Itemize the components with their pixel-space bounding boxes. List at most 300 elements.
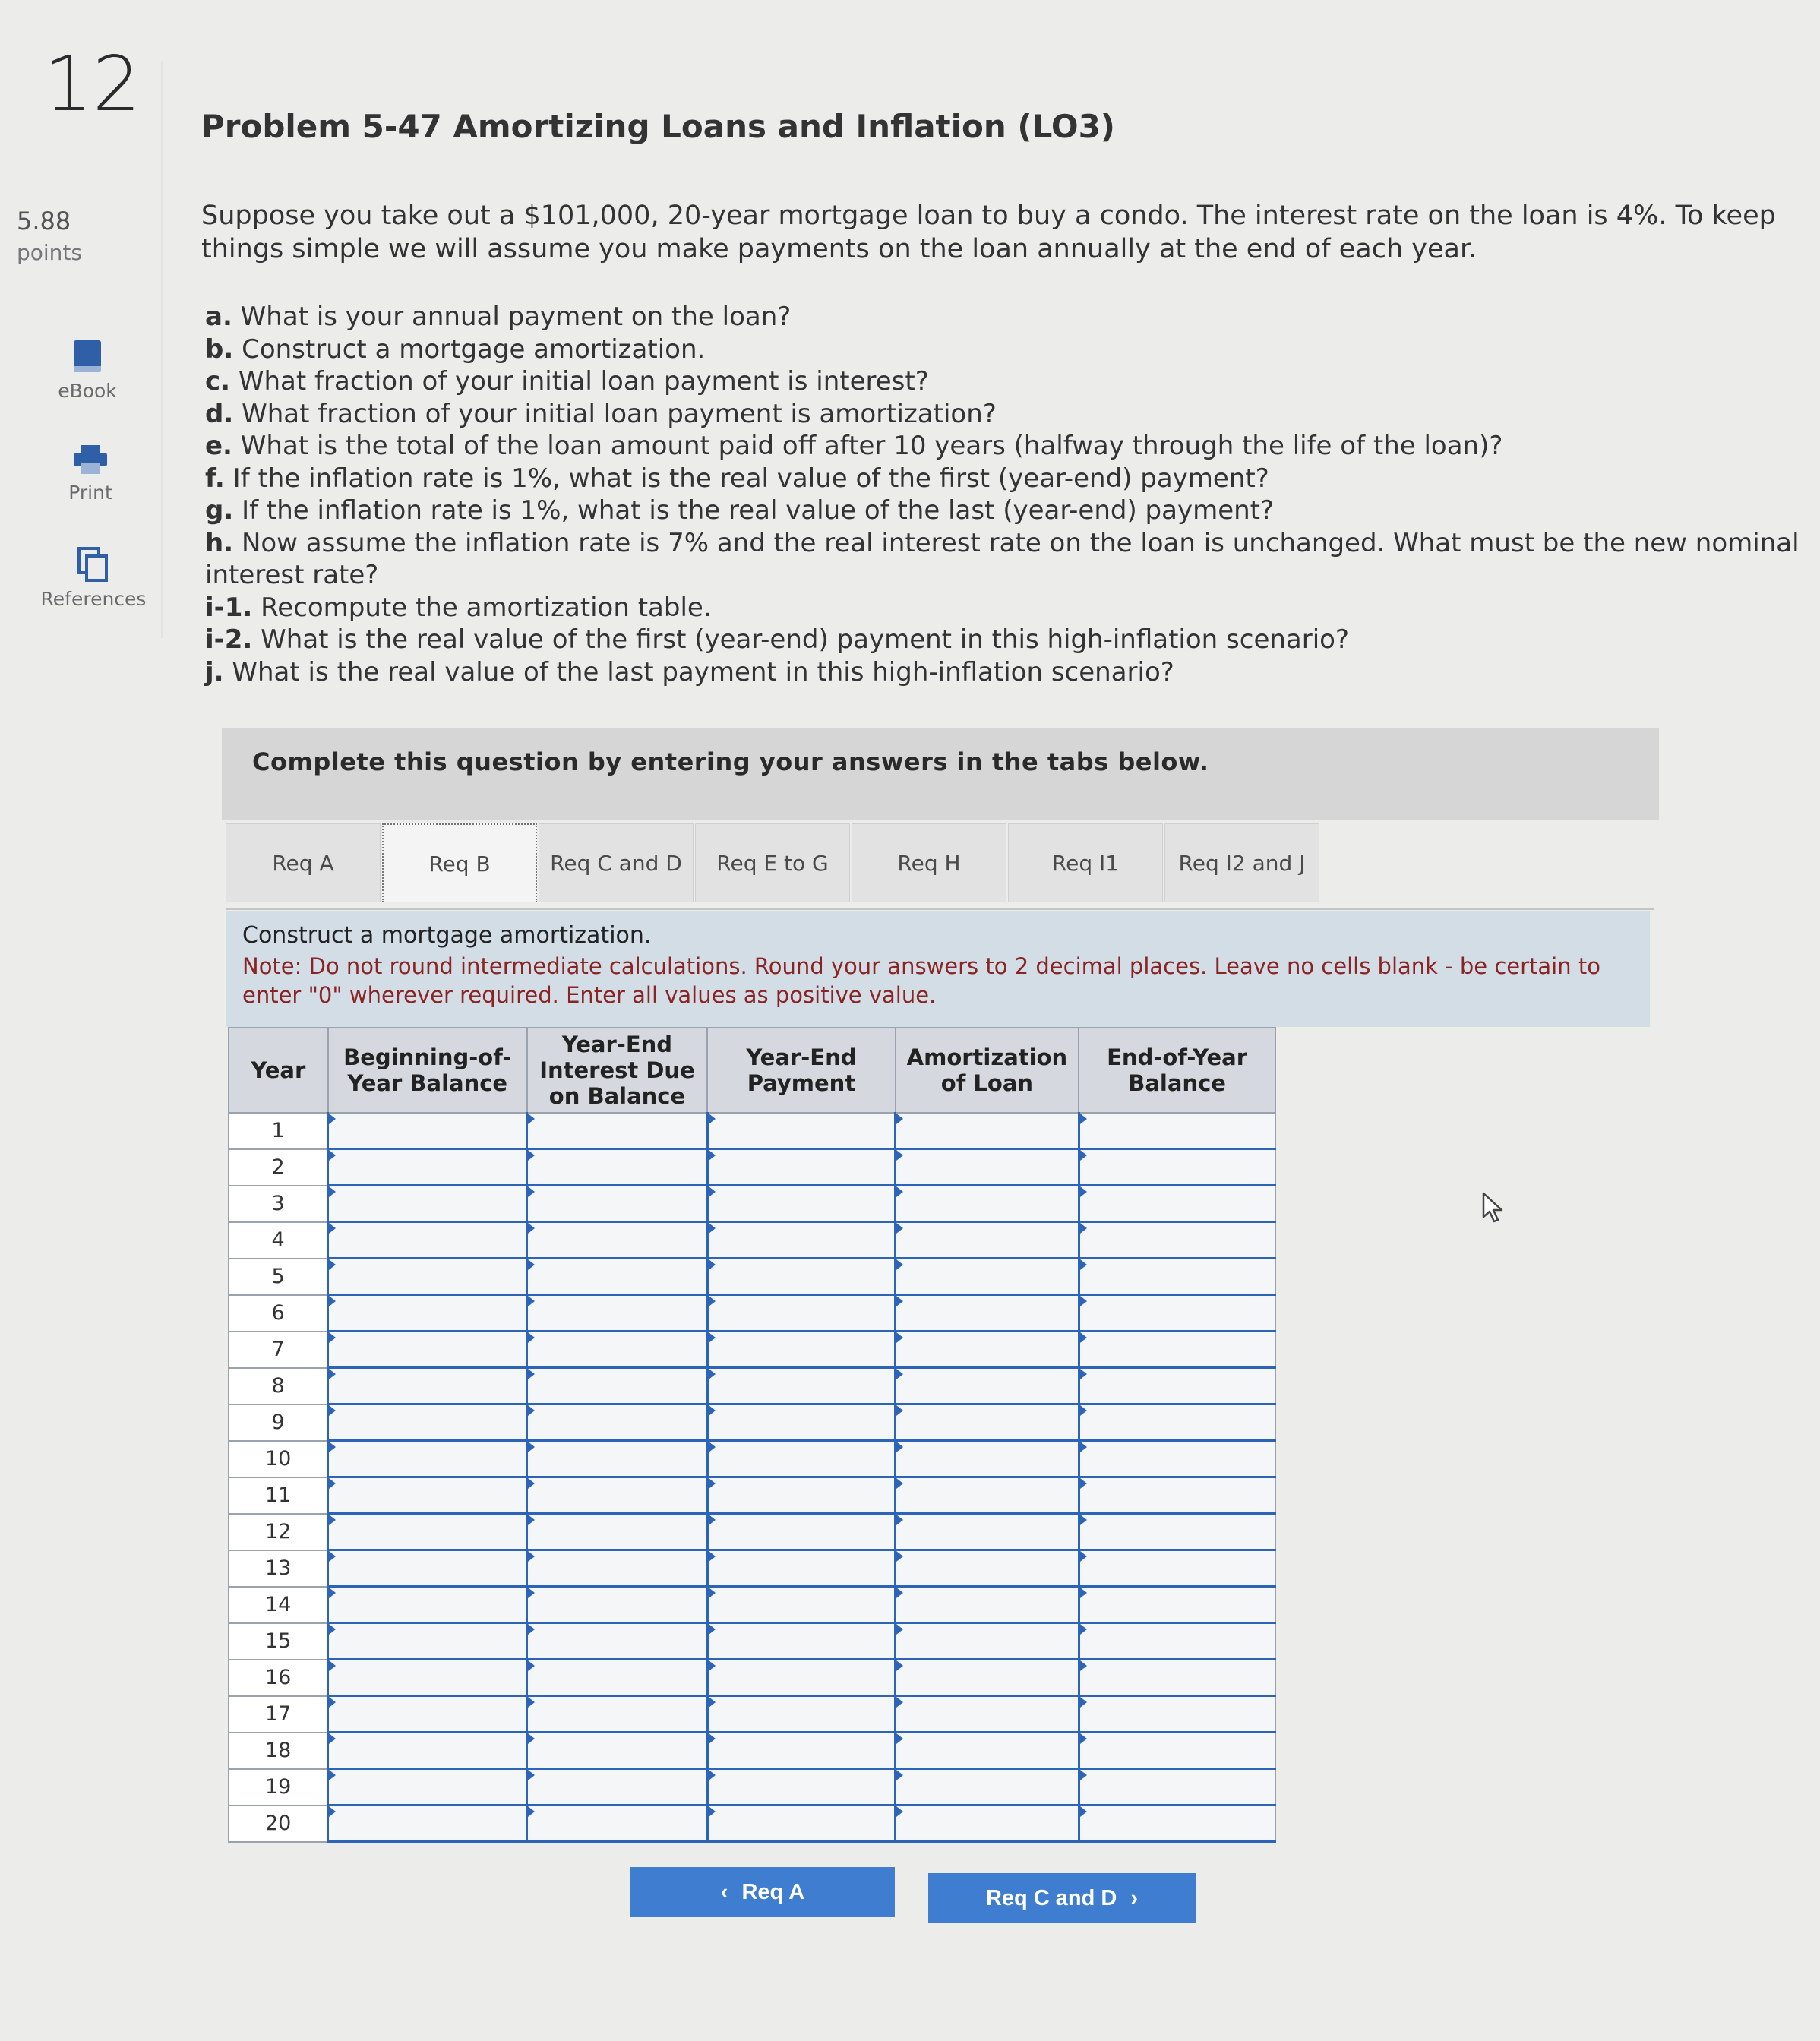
requirement-text: What fraction of your initial loan payment is amortization? — [242, 398, 997, 429]
end-balance-input[interactable] — [1080, 1478, 1275, 1512]
beginning-balance-input[interactable] — [329, 1624, 526, 1658]
interest-due-input[interactable] — [528, 1369, 706, 1403]
end-balance-cell — [1079, 1113, 1275, 1149]
requirement-text: Recompute the amortization table. — [261, 592, 712, 623]
beginning-balance-cell — [328, 1769, 527, 1806]
interest-due-input[interactable] — [528, 1332, 706, 1366]
interest-due-input[interactable] — [528, 1150, 706, 1184]
end-balance-cell — [1079, 1295, 1275, 1332]
copy-icon — [77, 547, 109, 582]
tab-req-i2-and-j[interactable]: Req I2 and J — [1164, 823, 1319, 902]
interest-due-cell — [527, 1332, 707, 1368]
beginning-balance-cell — [328, 1806, 527, 1842]
interest-due-cell — [527, 1441, 707, 1477]
end-balance-input[interactable] — [1080, 1259, 1275, 1294]
payment-cell — [707, 1259, 895, 1295]
interest-due-input[interactable] — [528, 1259, 706, 1294]
beginning-balance-input[interactable] — [329, 1223, 526, 1257]
beginning-balance-input[interactable] — [329, 1551, 526, 1585]
table-row — [229, 1149, 1275, 1186]
problem-intro: Suppose you take out a $101,000, 20-year mortgage loan to buy a condo. The interest rate on the loan is 4%. To keep things simple we will assume you make payments on the loan annually at the end of each year. — [201, 201, 1776, 264]
end-balance-input[interactable] — [1080, 1186, 1275, 1221]
amortization-cell — [896, 1623, 1079, 1660]
amortization-input[interactable] — [896, 1296, 1078, 1330]
question-number: 12 — [44, 39, 141, 128]
payment-input[interactable] — [709, 1186, 894, 1221]
interest-due-input[interactable] — [528, 1405, 706, 1439]
year-cell: 20 — [229, 1806, 328, 1842]
payment-input[interactable] — [709, 1296, 894, 1330]
end-balance-input[interactable] — [1080, 1369, 1275, 1403]
interest-due-input[interactable] — [528, 1733, 706, 1768]
payment-cell — [707, 1222, 895, 1259]
year-cell: 2 — [229, 1149, 328, 1186]
interest-due-cell — [527, 1259, 707, 1295]
beginning-balance-input[interactable] — [329, 1259, 526, 1294]
requirement-item — [205, 463, 1808, 495]
year-cell: 4 — [229, 1222, 328, 1259]
amortization-input[interactable] — [896, 1515, 1078, 1549]
requirement-text: What is the real value of the first (year-end) payment in this high-inflation scenario? — [261, 624, 1350, 655]
requirement-tabs — [226, 823, 1321, 905]
sidebar-divider — [161, 61, 163, 638]
amortization-cell — [896, 1404, 1079, 1441]
interest-due-cell — [527, 1587, 707, 1623]
requirement-key: i-2. — [205, 624, 253, 655]
instructions-note: Note: Do not round intermediate calculations. Round your answers to 2 decimal places. Leave no cells blank - be certain to enter "0" wherever required. Enter all values as positive value. — [242, 953, 1600, 1008]
table-row — [229, 1733, 1275, 1769]
amortization-cell — [896, 1332, 1079, 1368]
payment-cell — [707, 1149, 895, 1186]
amortization-input[interactable] — [896, 1405, 1078, 1439]
payment-cell — [707, 1404, 895, 1441]
beginning-balance-cell — [328, 1733, 527, 1769]
requirement-item — [205, 527, 1808, 592]
payment-input[interactable] — [709, 1697, 894, 1731]
payment-input[interactable] — [709, 1259, 894, 1294]
header-interest-due: Year-End Interest Due on Balance — [527, 1028, 707, 1113]
beginning-balance-input[interactable] — [329, 1806, 526, 1840]
amortization-input[interactable] — [896, 1478, 1078, 1512]
interest-due-cell — [527, 1149, 707, 1186]
header-payment: Year-End Payment — [707, 1028, 895, 1113]
table-row — [229, 1332, 1275, 1368]
requirement-key: j. — [205, 656, 224, 687]
end-balance-input[interactable] — [1080, 1624, 1275, 1658]
table-row — [229, 1368, 1275, 1404]
table-row — [229, 1404, 1275, 1441]
printer-icon — [72, 444, 109, 475]
payment-cell — [707, 1113, 895, 1149]
requirement-key: h. — [205, 527, 234, 558]
amortization-input[interactable] — [896, 1551, 1078, 1585]
amortization-cell — [896, 1295, 1079, 1332]
payment-cell — [707, 1806, 895, 1842]
next-req-label: Req C and D — [985, 1885, 1117, 1910]
interest-due-input[interactable] — [528, 1515, 706, 1549]
table-header-row — [229, 1028, 1275, 1113]
table-row — [229, 1587, 1275, 1623]
beginning-balance-cell — [328, 1587, 527, 1623]
payment-cell — [707, 1295, 895, 1332]
requirement-key: c. — [205, 366, 231, 397]
year-cell: 3 — [229, 1186, 328, 1222]
amortization-input[interactable] — [896, 1150, 1078, 1184]
interest-due-input[interactable] — [528, 1114, 706, 1148]
requirement-item — [205, 333, 1808, 366]
payment-cell — [707, 1623, 895, 1660]
year-cell: 1 — [229, 1113, 328, 1149]
table-row — [229, 1660, 1275, 1696]
beginning-balance-cell — [328, 1696, 527, 1733]
interest-due-input[interactable] — [528, 1551, 706, 1585]
end-balance-cell — [1079, 1222, 1275, 1259]
requirement-item — [205, 430, 1808, 463]
end-balance-cell — [1079, 1660, 1275, 1696]
ebook-button[interactable] — [23, 339, 152, 402]
beginning-balance-input[interactable] — [329, 1114, 526, 1148]
end-balance-cell — [1079, 1769, 1275, 1806]
end-balance-input[interactable] — [1080, 1733, 1275, 1768]
payment-cell — [707, 1587, 895, 1623]
interest-due-input[interactable] — [528, 1770, 706, 1804]
beginning-balance-input[interactable] — [329, 1515, 526, 1549]
amortization-input[interactable] — [896, 1733, 1078, 1768]
requirements-list — [205, 301, 1808, 688]
requirement-item — [205, 301, 1808, 333]
payment-input[interactable] — [709, 1806, 894, 1840]
interest-due-cell — [527, 1404, 707, 1441]
requirement-text: If the inflation rate is 1%, what is the real value of the last (year-end) payment? — [242, 495, 1275, 526]
requirement-text: What is your annual payment on the loan? — [240, 302, 792, 332]
beginning-balance-cell — [328, 1149, 527, 1186]
year-cell: 15 — [229, 1623, 328, 1660]
amortization-cell — [896, 1660, 1079, 1696]
table-row — [229, 1186, 1275, 1222]
payment-cell — [707, 1660, 895, 1696]
tab-req-b[interactable]: Req B — [382, 823, 537, 902]
end-balance-input[interactable] — [1080, 1150, 1275, 1184]
end-balance-cell — [1079, 1368, 1275, 1404]
beginning-balance-input[interactable] — [329, 1296, 526, 1330]
payment-input[interactable] — [709, 1442, 894, 1476]
payment-input[interactable] — [709, 1733, 894, 1768]
amortization-input[interactable] — [896, 1588, 1078, 1622]
end-balance-input[interactable] — [1080, 1660, 1275, 1695]
interest-due-input[interactable] — [528, 1296, 706, 1330]
interest-due-input[interactable] — [528, 1588, 706, 1622]
interest-due-input[interactable] — [528, 1624, 706, 1658]
interest-due-cell — [527, 1660, 707, 1696]
requirement-text: What is the real value of the last payment in this high-inflation scenario? — [232, 656, 1174, 687]
table-row — [229, 1441, 1275, 1477]
interest-due-input[interactable] — [528, 1806, 706, 1840]
amortization-input[interactable] — [896, 1259, 1078, 1294]
beginning-balance-input[interactable] — [329, 1697, 526, 1731]
end-balance-cell — [1079, 1587, 1275, 1623]
complete-banner — [222, 728, 1659, 820]
points-label: points — [17, 240, 82, 265]
beginning-balance-cell — [328, 1295, 527, 1332]
payment-input[interactable] — [709, 1405, 894, 1439]
beginning-balance-cell — [328, 1623, 527, 1660]
tab-req-h[interactable]: Req H — [852, 823, 1006, 902]
requirement-item — [205, 656, 1808, 689]
requirement-key: b. — [205, 333, 234, 365]
table-row — [229, 1550, 1275, 1587]
end-balance-cell — [1079, 1259, 1275, 1295]
year-cell: 5 — [229, 1259, 328, 1295]
beginning-balance-input[interactable] — [329, 1733, 526, 1768]
table-row — [229, 1295, 1275, 1332]
payment-input[interactable] — [709, 1114, 894, 1148]
amortization-table — [228, 1027, 1276, 1843]
tab-req-a[interactable]: Req A — [226, 823, 381, 902]
points-value: 5.88 — [17, 207, 71, 235]
chevron-right-icon: › — [1130, 1885, 1139, 1910]
payment-cell — [707, 1368, 895, 1404]
requirement-key: a. — [205, 302, 232, 332]
beginning-balance-input[interactable] — [329, 1332, 526, 1366]
header-end-balance: End-of-Year Balance — [1079, 1028, 1275, 1113]
beginning-balance-cell — [328, 1332, 527, 1368]
beginning-balance-cell — [328, 1477, 527, 1514]
beginning-balance-input[interactable] — [329, 1588, 526, 1622]
year-cell: 17 — [229, 1696, 328, 1733]
table-row — [229, 1514, 1275, 1550]
year-cell: 13 — [229, 1550, 328, 1587]
year-cell: 18 — [229, 1733, 328, 1769]
payment-cell — [707, 1696, 895, 1733]
beginning-balance-cell — [328, 1404, 527, 1441]
end-balance-cell — [1079, 1733, 1275, 1769]
instructions-panel — [226, 911, 1650, 1027]
amortization-table-body — [229, 1113, 1275, 1842]
payment-input[interactable] — [709, 1369, 894, 1403]
end-balance-input[interactable] — [1080, 1223, 1275, 1257]
beginning-balance-input[interactable] — [329, 1150, 526, 1184]
payment-input[interactable] — [709, 1588, 894, 1622]
payment-input[interactable] — [709, 1332, 894, 1366]
tab-req-c-and-d[interactable]: Req C and D — [539, 823, 694, 902]
payment-cell — [707, 1441, 895, 1477]
end-balance-input[interactable] — [1080, 1770, 1275, 1804]
beginning-balance-cell — [328, 1186, 527, 1222]
amortization-input[interactable] — [896, 1114, 1078, 1148]
amortization-cell — [896, 1696, 1079, 1733]
amortization-cell — [896, 1113, 1079, 1149]
end-balance-input[interactable] — [1080, 1806, 1275, 1840]
chevron-left-icon: ‹ — [720, 1879, 728, 1904]
payment-input[interactable] — [709, 1478, 894, 1512]
end-balance-input[interactable] — [1080, 1296, 1275, 1330]
payment-input[interactable] — [709, 1515, 894, 1549]
amortization-cell — [896, 1477, 1079, 1514]
payment-input[interactable] — [709, 1223, 894, 1257]
amortization-input[interactable] — [896, 1186, 1078, 1221]
end-balance-cell — [1079, 1550, 1275, 1587]
interest-due-input[interactable] — [528, 1697, 706, 1731]
interest-due-input[interactable] — [528, 1442, 706, 1476]
amortization-input[interactable] — [896, 1332, 1078, 1366]
end-balance-cell — [1079, 1477, 1275, 1514]
year-cell: 11 — [229, 1477, 328, 1514]
amortization-cell — [896, 1514, 1079, 1550]
amortization-input[interactable] — [896, 1660, 1078, 1695]
problem-title: Problem 5-47 Amortizing Loans and Inflation (LO3) — [201, 108, 1115, 145]
prev-req-button[interactable] — [630, 1867, 895, 1917]
amortization-cell — [896, 1186, 1079, 1222]
end-balance-cell — [1079, 1149, 1275, 1186]
payment-input[interactable] — [709, 1770, 894, 1804]
end-balance-cell — [1079, 1332, 1275, 1368]
requirement-item — [205, 624, 1808, 656]
interest-due-input[interactable] — [528, 1478, 706, 1512]
beginning-balance-cell — [328, 1441, 527, 1477]
payment-input[interactable] — [709, 1150, 894, 1184]
interest-due-cell — [527, 1806, 707, 1842]
print-label: Print — [68, 482, 112, 504]
interest-due-cell — [527, 1222, 707, 1259]
beginning-balance-cell — [328, 1113, 527, 1149]
beginning-balance-cell — [328, 1259, 527, 1295]
interest-due-cell — [527, 1295, 707, 1332]
beginning-balance-cell — [328, 1222, 527, 1259]
tab-req-e-to-g[interactable]: Req E to G — [695, 823, 850, 902]
prev-req-label: Req A — [741, 1879, 805, 1904]
requirement-text: If the inflation rate is 1%, what is the real value of the first (year-end) payment? — [232, 463, 1269, 494]
amortization-input[interactable] — [896, 1442, 1078, 1476]
tab-req-i1[interactable]: Req I1 — [1008, 823, 1163, 902]
requirement-text: Construct a mortgage amortization. — [242, 333, 706, 365]
amortization-cell — [896, 1806, 1079, 1842]
amortization-input[interactable] — [896, 1770, 1078, 1804]
points-display — [17, 207, 82, 265]
end-balance-input[interactable] — [1080, 1442, 1275, 1476]
amortization-input[interactable] — [896, 1223, 1078, 1257]
payment-cell — [707, 1733, 895, 1769]
header-beginning-balance: Beginning-of-Year Balance — [328, 1028, 527, 1113]
end-balance-input[interactable] — [1080, 1551, 1275, 1585]
references-button[interactable] — [29, 547, 158, 610]
payment-cell — [707, 1769, 895, 1806]
year-cell: 7 — [229, 1332, 328, 1368]
end-balance-input[interactable] — [1080, 1588, 1275, 1622]
table-row — [229, 1769, 1275, 1806]
end-balance-input[interactable] — [1080, 1697, 1275, 1731]
beginning-balance-input[interactable] — [329, 1770, 526, 1804]
amortization-input[interactable] — [896, 1806, 1078, 1840]
payment-cell — [707, 1186, 895, 1222]
interest-due-cell — [527, 1113, 707, 1149]
end-balance-cell — [1079, 1806, 1275, 1842]
interest-due-input[interactable] — [528, 1223, 706, 1257]
end-balance-input[interactable] — [1080, 1114, 1275, 1148]
interest-due-cell — [527, 1368, 707, 1404]
interest-due-cell — [527, 1733, 707, 1769]
tab-divider — [226, 908, 1654, 910]
interest-due-cell — [527, 1696, 707, 1733]
payment-input[interactable] — [709, 1551, 894, 1585]
end-balance-cell — [1079, 1404, 1275, 1441]
beginning-balance-input[interactable] — [329, 1660, 526, 1695]
next-req-button[interactable] — [928, 1873, 1196, 1923]
year-cell: 16 — [229, 1660, 328, 1696]
ebook-label: eBook — [58, 380, 117, 402]
requirement-item — [205, 592, 1808, 624]
beginning-balance-cell — [328, 1368, 527, 1404]
payment-cell — [707, 1332, 895, 1368]
payment-input[interactable] — [709, 1624, 894, 1658]
mouse-cursor-icon — [1481, 1191, 1507, 1224]
payment-cell — [707, 1477, 895, 1514]
table-row — [229, 1696, 1275, 1733]
beginning-balance-cell — [328, 1514, 527, 1550]
interest-due-cell — [527, 1477, 707, 1514]
table-row — [229, 1806, 1275, 1842]
year-cell: 10 — [229, 1441, 328, 1477]
end-balance-cell — [1079, 1186, 1275, 1222]
year-cell: 6 — [229, 1295, 328, 1332]
payment-cell — [707, 1550, 895, 1587]
end-balance-input[interactable] — [1080, 1515, 1275, 1549]
requirement-key: g. — [205, 495, 234, 526]
end-balance-cell — [1079, 1696, 1275, 1733]
amortization-cell — [896, 1587, 1079, 1623]
instructions-lead: Construct a mortgage amortization. — [242, 922, 652, 949]
beginning-balance-input[interactable] — [329, 1405, 526, 1439]
interest-due-cell — [527, 1186, 707, 1222]
amortization-cell — [896, 1222, 1079, 1259]
amortization-input[interactable] — [896, 1624, 1078, 1658]
interest-due-cell — [527, 1769, 707, 1806]
requirement-text: Now assume the inflation rate is 7% and the real interest rate on the loan is unchanged. What must be the new nominal interest rate? — [205, 527, 1799, 590]
year-cell: 8 — [229, 1368, 328, 1404]
table-row — [229, 1113, 1275, 1149]
year-cell: 19 — [229, 1769, 328, 1806]
amortization-input[interactable] — [896, 1369, 1078, 1403]
end-balance-input[interactable] — [1080, 1332, 1275, 1366]
print-button[interactable] — [26, 444, 155, 504]
beginning-balance-input[interactable] — [329, 1478, 526, 1512]
interest-due-input[interactable] — [528, 1660, 706, 1695]
end-balance-cell — [1079, 1514, 1275, 1550]
end-balance-cell — [1079, 1623, 1275, 1660]
requirement-item — [205, 398, 1808, 431]
beginning-balance-input[interactable] — [329, 1369, 526, 1403]
interest-due-input[interactable] — [528, 1186, 706, 1221]
requirement-text: What is the total of the loan amount paid off after 10 years (halfway through the life of the loan)? — [240, 431, 1503, 461]
beginning-balance-input[interactable] — [329, 1442, 526, 1476]
requirement-text: What fraction of your initial loan payment is interest? — [238, 366, 929, 397]
end-balance-input[interactable] — [1080, 1405, 1275, 1439]
amortization-cell — [896, 1550, 1079, 1587]
beginning-balance-input[interactable] — [329, 1186, 526, 1221]
header-year: Year — [229, 1028, 328, 1113]
requirement-key: f. — [205, 463, 225, 494]
beginning-balance-cell — [328, 1550, 527, 1587]
year-cell: 14 — [229, 1587, 328, 1623]
amortization-input[interactable] — [896, 1697, 1078, 1731]
requirement-item — [205, 494, 1808, 527]
amortization-cell — [896, 1149, 1079, 1186]
payment-input[interactable] — [709, 1660, 894, 1695]
amortization-cell — [896, 1769, 1079, 1806]
amortization-cell — [896, 1733, 1079, 1769]
complete-banner-text: Complete this question by entering your answers in the tabs below. — [252, 747, 1209, 776]
payment-cell — [707, 1514, 895, 1550]
requirement-key: e. — [205, 431, 232, 461]
